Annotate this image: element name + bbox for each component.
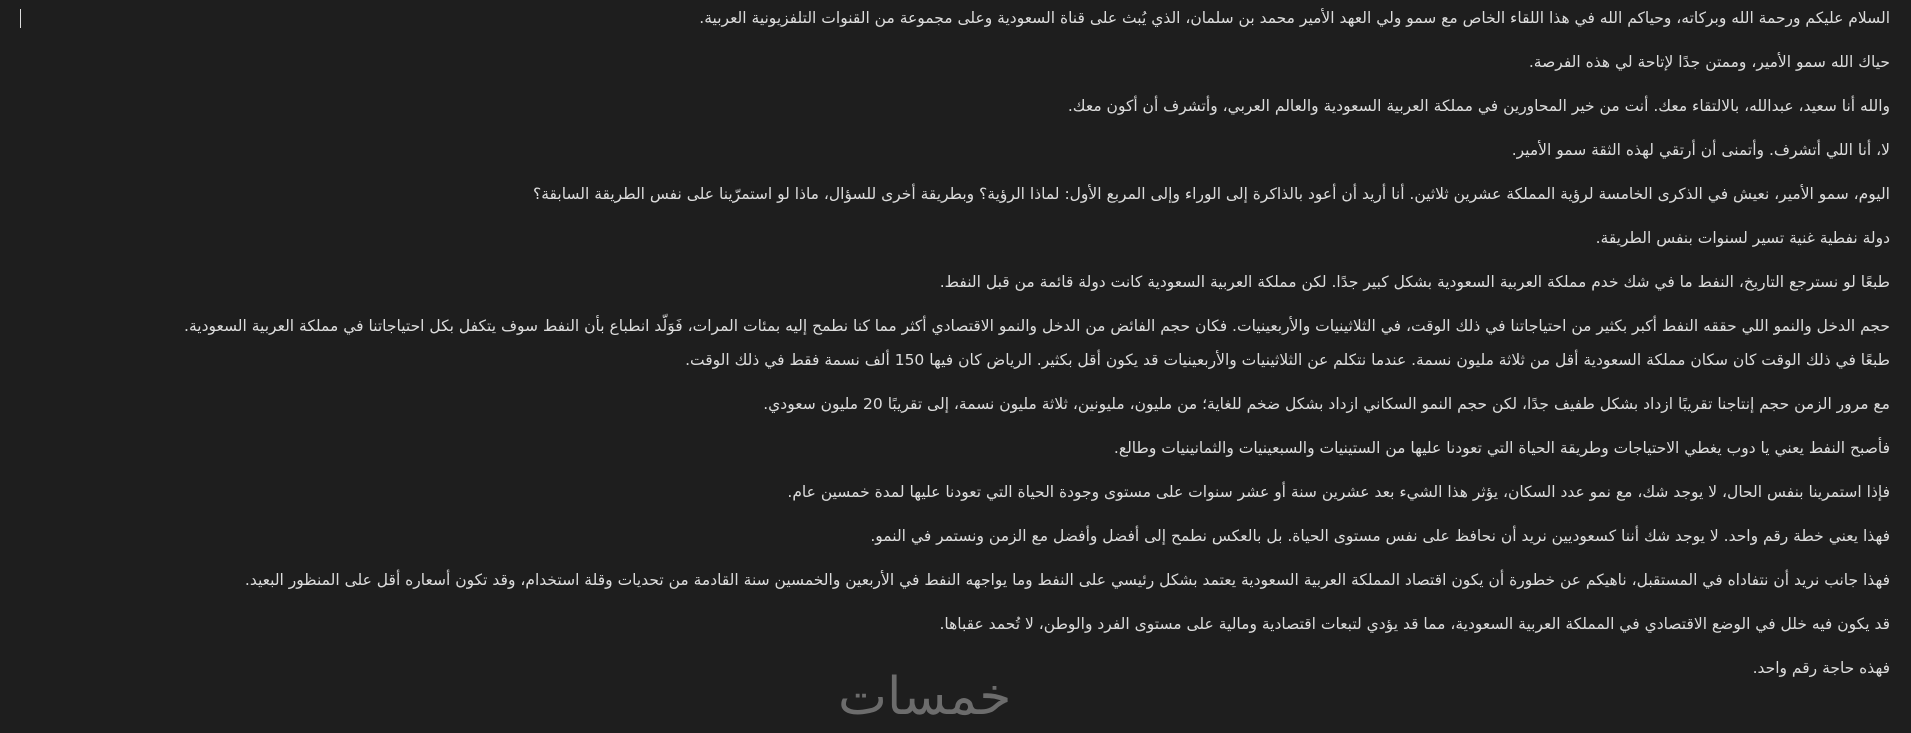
watermark-logo: خمسات	[838, 667, 1012, 727]
paragraph-16: فهذه حاجة رقم واحد.	[1752, 659, 1890, 677]
paragraph-6: دولة نفطية غنية تسير لسنوات بنفس الطريقة.	[1595, 229, 1890, 247]
paragraph-2: حياك الله سمو الأمير، وممتن جدًا لإتاحة لي هذه الفرصة.	[1528, 53, 1890, 71]
paragraph-14: فهذا جانب نريد أن نتفاداه في المستقبل، ناهيكم عن خطورة أن يكون اقتصاد المملكة العربية السعودية يعتمد بشكل رئيسي على النفط وما يواجهه النفط في الأربعين والخمسين سنة القادمة من تحديات وقلة استخدام، وقد تكون أسعاره أقل على المنظور البعيد.	[244, 571, 1890, 589]
paragraph-11: فأصبح النفط يعني يا دوب يغطي الاحتياجات وطريقة الحياة التي تعودنا عليها من الستينيات والسبعينيات والثمانينيات وطالع.	[1113, 439, 1890, 457]
paragraph-13: فهذا يعني خطة رقم واحد. لا يوجد شك أننا كسعوديين نريد أن نحافظ على نفس مستوى الحياة. بل بالعكس نطمح إلى أفضل وأفضل مع الزمن ونستمر في النمو.	[870, 527, 1890, 545]
paragraph-9: طبعًا في ذلك الوقت كان سكان مملكة السعودية أقل من ثلاثة مليون نسمة. عندما نتكلم عن الثلاثينيات والأربعينيات قد يكون أقل بكثير. الرياض كان فيها 150 ألف نسمة فقط في ذلك الوقت.	[685, 351, 1890, 369]
paragraph-7: طبعًا لو نسترجع التاريخ، النفط ما في شك خدم مملكة العربية السعودية بشكل كبير جدًا. لكن مملكة العربية السعودية كانت دولة قائمة من قبل النفط.	[939, 273, 1890, 291]
paragraph-15: قد يكون فيه خلل في الوضع الاقتصادي في المملكة العربية السعودية، مما قد يؤدي لتبعات اقتصادية ومالية على مستوى الفرد والوطن، لا تُحمد عقباها.	[939, 615, 1890, 633]
paragraph-8: حجم الدخل والنمو اللي حققه النفط أكبر بكثير من احتياجاتنا في ذلك الوقت، في الثلاثينيات والأربعينيات. فكان حجم الفائض من الدخل والنمو الاقتصادي أكثر مما كنا نطمح إليه بمئات المرات، فَوَلّد انطباع بأن النفط سوف يتكفل بكل احتياجاتنا في مملكة العربية السعودية.	[184, 317, 1890, 335]
text-cursor	[20, 9, 21, 28]
paragraph-5: اليوم، سمو الأمير، نعيش في الذكرى الخامسة لرؤية المملكة عشرين ثلاثين. أنا أريد أن أعود بالذاكرة إلى الوراء وإلى المربع الأول: لماذا الرؤية؟ وبطريقة أخرى للسؤال، ماذا لو استمرّينا على نفس الطريقة السابقة؟	[533, 185, 1890, 203]
paragraph-12: فإذا استمرينا بنفس الحال، لا يوجد شك، مع نمو عدد السكان، يؤثر هذا الشيء بعد عشرين سنة أو عشر سنوات على مستوى وجودة الحياة التي تعودنا عليها لمدة خمسين عام.	[787, 483, 1890, 501]
paragraph-1: السلام عليكم ورحمة الله وبركاته، وحياكم الله في هذا اللقاء الخاص مع سمو ولي العهد الأمير محمد بن سلمان، الذي يُبث على قناة السعودية وعلى مجموعة من القنوات التلفزيونية العربية.	[699, 9, 1890, 27]
paragraph-3: والله أنا سعيد، عبدالله، بالالتقاء معك. أنت من خير المحاورين في مملكة العربية السعودية والعالم العربي، وأتشرف أن أكون معك.	[1067, 97, 1890, 115]
paragraph-10: مع مرور الزمن حجم إنتاجنا تقريبًا ازداد بشكل طفيف جدًا، لكن حجم النمو السكاني ازداد بشكل ضخم للغاية؛ من مليون، مليونين، ثلاثة مليون نسمة، إلى تقريبًا 20 مليون سعودي.	[763, 395, 1890, 413]
paragraph-4: لا، أنا اللي أتشرف. وأتمنى أن أرتقي لهذه الثقة سمو الأمير.	[1511, 141, 1890, 159]
